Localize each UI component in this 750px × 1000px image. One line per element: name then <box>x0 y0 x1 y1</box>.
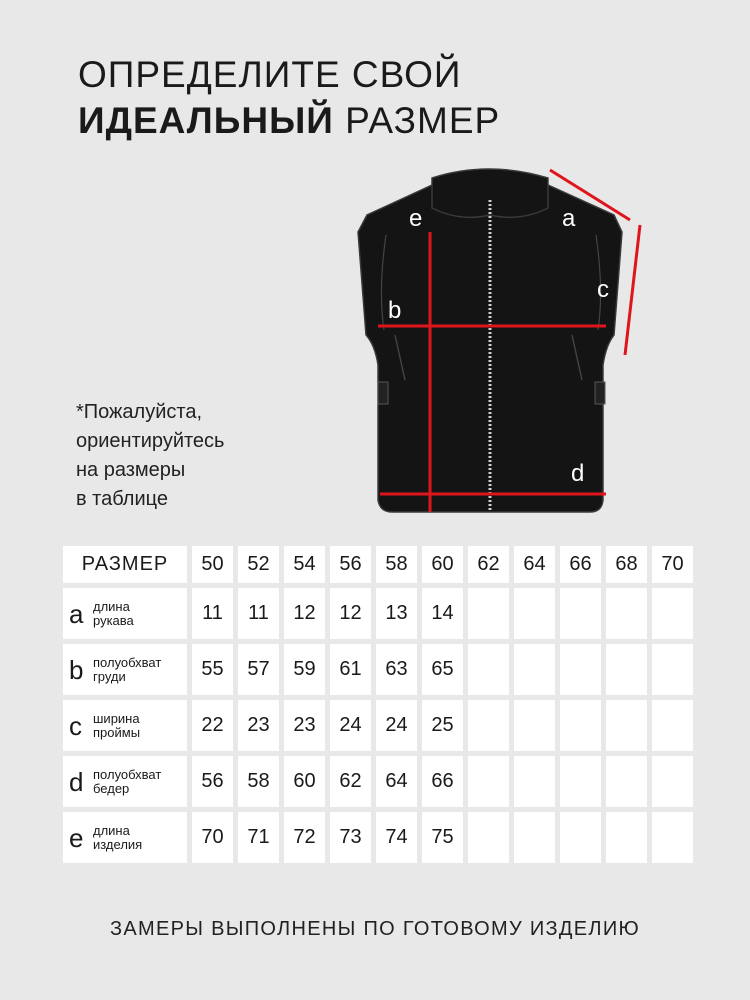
row-letter: a <box>69 598 84 629</box>
table-cell: 62 <box>330 756 371 807</box>
table-cell: 55 <box>192 644 233 695</box>
side-tab-left <box>378 382 388 404</box>
table-cell <box>606 644 647 695</box>
table-cell <box>560 756 601 807</box>
table-cell: 65 <box>422 644 463 695</box>
table-cell <box>514 812 555 863</box>
table-cell <box>468 756 509 807</box>
table-cell <box>560 588 601 639</box>
table-cell: 57 <box>238 644 279 695</box>
size-col-header: 50 <box>192 546 233 583</box>
row-label-e <box>63 812 187 863</box>
row-desc: полуобхват бедер <box>93 766 162 796</box>
table-cell <box>652 812 693 863</box>
note-line-4: в таблице <box>76 488 168 510</box>
row-letter: b <box>69 654 84 685</box>
measure-line-c <box>625 225 640 355</box>
title-line-1: ОПРЕДЕЛИТЕ СВОЙ <box>78 54 462 95</box>
table-cell: 58 <box>238 756 279 807</box>
table-cell: 12 <box>330 588 371 639</box>
table-cell: 71 <box>238 812 279 863</box>
size-note <box>76 398 224 514</box>
table-cell <box>652 700 693 751</box>
size-col-header: 60 <box>422 546 463 583</box>
table-cell <box>514 700 555 751</box>
row-desc: длина рукава <box>93 598 134 628</box>
label-b: b <box>388 297 402 324</box>
table-cell <box>652 644 693 695</box>
vest-collar-shape <box>432 169 548 217</box>
note-line-3: на размеры <box>76 459 186 481</box>
size-table <box>63 546 693 863</box>
table-cell <box>560 644 601 695</box>
table-cell <box>606 700 647 751</box>
table-cell: 74 <box>376 812 417 863</box>
size-col-header: 70 <box>652 546 693 583</box>
note-line-1: *Пожалуйста, <box>76 401 203 423</box>
label-d: d <box>571 460 585 487</box>
row-label-c <box>63 700 187 751</box>
size-col-header: 66 <box>560 546 601 583</box>
table-cell <box>560 700 601 751</box>
row-desc: полуобхват груди <box>93 654 162 684</box>
table-cell: 23 <box>238 700 279 751</box>
table-cell: 59 <box>284 644 325 695</box>
table-cell: 22 <box>192 700 233 751</box>
table-cell: 61 <box>330 644 371 695</box>
table-cell: 25 <box>422 700 463 751</box>
table-cell: 12 <box>284 588 325 639</box>
label-a: a <box>562 205 576 232</box>
table-cell: 11 <box>238 588 279 639</box>
table-header-label: РАЗМЕР <box>63 546 187 583</box>
table-cell: 23 <box>284 700 325 751</box>
table-cell <box>560 812 601 863</box>
row-letter: d <box>69 766 84 797</box>
table-cell: 24 <box>376 700 417 751</box>
table-cell: 64 <box>376 756 417 807</box>
row-letter: c <box>69 710 82 741</box>
page-title <box>78 52 500 144</box>
size-col-header: 56 <box>330 546 371 583</box>
table-cell <box>468 588 509 639</box>
row-desc: ширина проймы <box>93 710 141 740</box>
size-col-header: 58 <box>376 546 417 583</box>
table-cell <box>606 756 647 807</box>
size-col-header: 52 <box>238 546 279 583</box>
label-e: e <box>409 205 423 232</box>
table-cell <box>652 756 693 807</box>
row-label-b <box>63 644 187 695</box>
row-label-d <box>63 756 187 807</box>
row-letter: e <box>69 822 84 853</box>
title-bold-word: ИДЕАЛЬНЫЙ <box>78 100 334 141</box>
label-c: c <box>597 276 609 303</box>
table-cell <box>606 812 647 863</box>
table-cell: 24 <box>330 700 371 751</box>
table-cell <box>468 644 509 695</box>
size-col-header: 54 <box>284 546 325 583</box>
size-col-header: 62 <box>468 546 509 583</box>
size-col-header: 64 <box>514 546 555 583</box>
note-line-2: ориентируйтесь <box>76 430 225 452</box>
table-cell <box>514 644 555 695</box>
table-cell: 14 <box>422 588 463 639</box>
table-cell: 13 <box>376 588 417 639</box>
table-cell: 75 <box>422 812 463 863</box>
table-cell: 73 <box>330 812 371 863</box>
title-line-2 <box>78 98 500 144</box>
size-col-header: 68 <box>606 546 647 583</box>
table-cell <box>514 756 555 807</box>
table-cell: 60 <box>284 756 325 807</box>
table-cell <box>468 812 509 863</box>
vest-diagram <box>350 160 650 520</box>
side-tab-right <box>595 382 605 404</box>
table-cell: 11 <box>192 588 233 639</box>
table-cell <box>606 588 647 639</box>
table-cell: 70 <box>192 812 233 863</box>
footer-note: ЗАМЕРЫ ВЫПОЛНЕНЫ ПО ГОТОВОМУ ИЗДЕЛИЮ <box>109 918 640 940</box>
table-cell: 63 <box>376 644 417 695</box>
row-desc: длина изделия <box>93 822 143 852</box>
table-cell: 72 <box>284 812 325 863</box>
table-cell <box>514 588 555 639</box>
row-label-a <box>63 588 187 639</box>
table-cell: 66 <box>422 756 463 807</box>
table-cell: 56 <box>192 756 233 807</box>
table-cell <box>652 588 693 639</box>
table-cell <box>468 700 509 751</box>
title-rest: РАЗМЕР <box>333 100 501 141</box>
